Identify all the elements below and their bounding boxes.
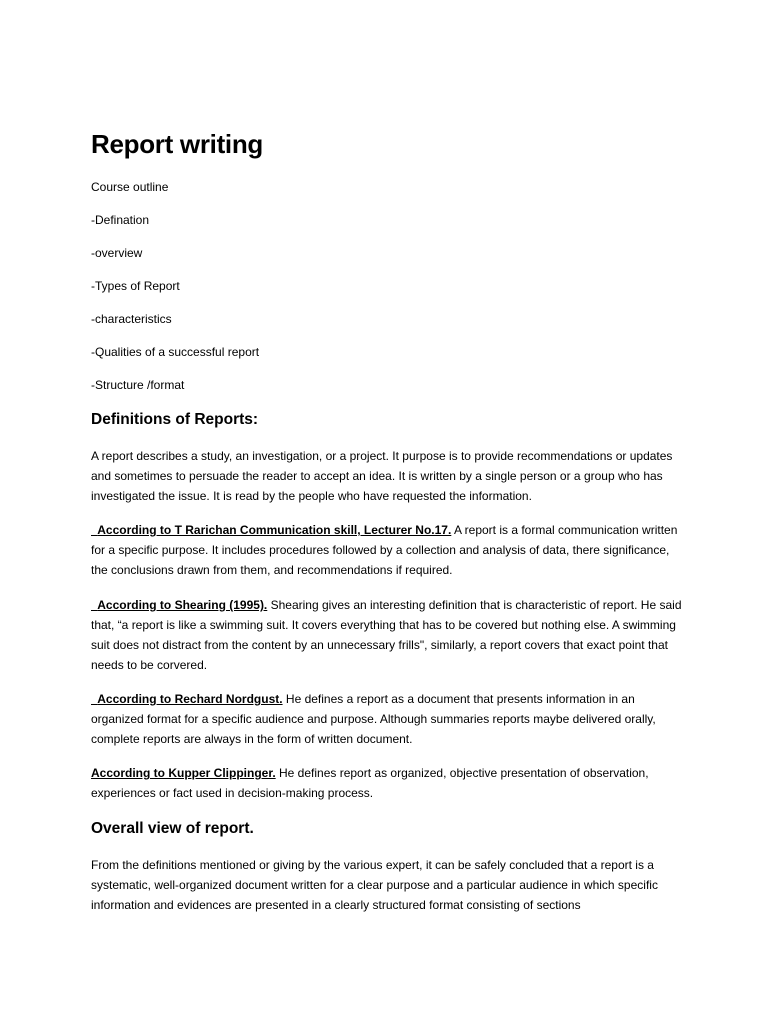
outline-heading: Course outline [91,180,169,194]
overview-paragraph: From the definitions mentioned or giving by the various expert, it can be safely concluded that a report is a systematic, well-organized document written for a clear purpose and a particular audience in which specific information and evidences are presented in a clearly structured format consisting of sections [91,858,658,912]
citation-lead: According to T Rarichan Communication skill, Lecturer No.17. [97,523,452,537]
outline-item-qualities: -Qualities of a successful report [91,345,260,359]
definitions-heading: Definitions of Reports: [91,411,259,428]
outline-item-structure: -Structure /format [91,378,185,392]
citation-text: He defines a report as a document that presents information in an organized format for a specific audience and purpose. Although summaries reports maybe delivered orally, complete reports are always in the form of written document. [91,692,656,746]
citation-paragraph [91,763,687,803]
document-title: Report writing [91,129,264,159]
outline-item-types: -Types of Report [91,279,180,293]
citation-lead: According to Rechard Nordgust. [97,692,283,706]
overview-heading: Overall view of report. [91,820,254,837]
citation-text: Shearing gives an interesting definition that is characteristic of report. He said that, “a report is like a swimming suit. It covers everything that has to be covered but nothing else. A swimming suit does not distract from the content by an unnecessary frills", similarly, a report covers that exact point that needs to be corvered. [91,598,682,672]
definitions-intro-paragraph: A report describes a study, an investigation, or a project. It purpose is to provide recommendations or updates and sometimes to persuade the reader to accept an idea. It is written by a single person or a group who has investigated the issue. It is read by the people who have requested the information. [91,449,673,503]
citation-lead: According to Shearing (1995). [97,598,268,612]
outline-item-definition: -Defination [91,213,150,227]
citation-paragraph [91,520,687,580]
citation-paragraph [91,689,687,749]
citation-paragraph [91,595,687,675]
outline-item-characteristics: -characteristics [91,312,172,326]
citation-text: A report is a formal communication written for a specific purpose. It includes procedures followed by a collection and analysis of data, there significance, the conclusions drawn from them, and recommendations if required. [91,523,678,577]
outline-item-overview: -overview [91,246,143,260]
citation-lead: According to Kupper Clippinger. [91,766,276,780]
citation-text: He defines report as organized, objective presentation of observation, experiences or fact used in decision-making process. [91,766,649,800]
